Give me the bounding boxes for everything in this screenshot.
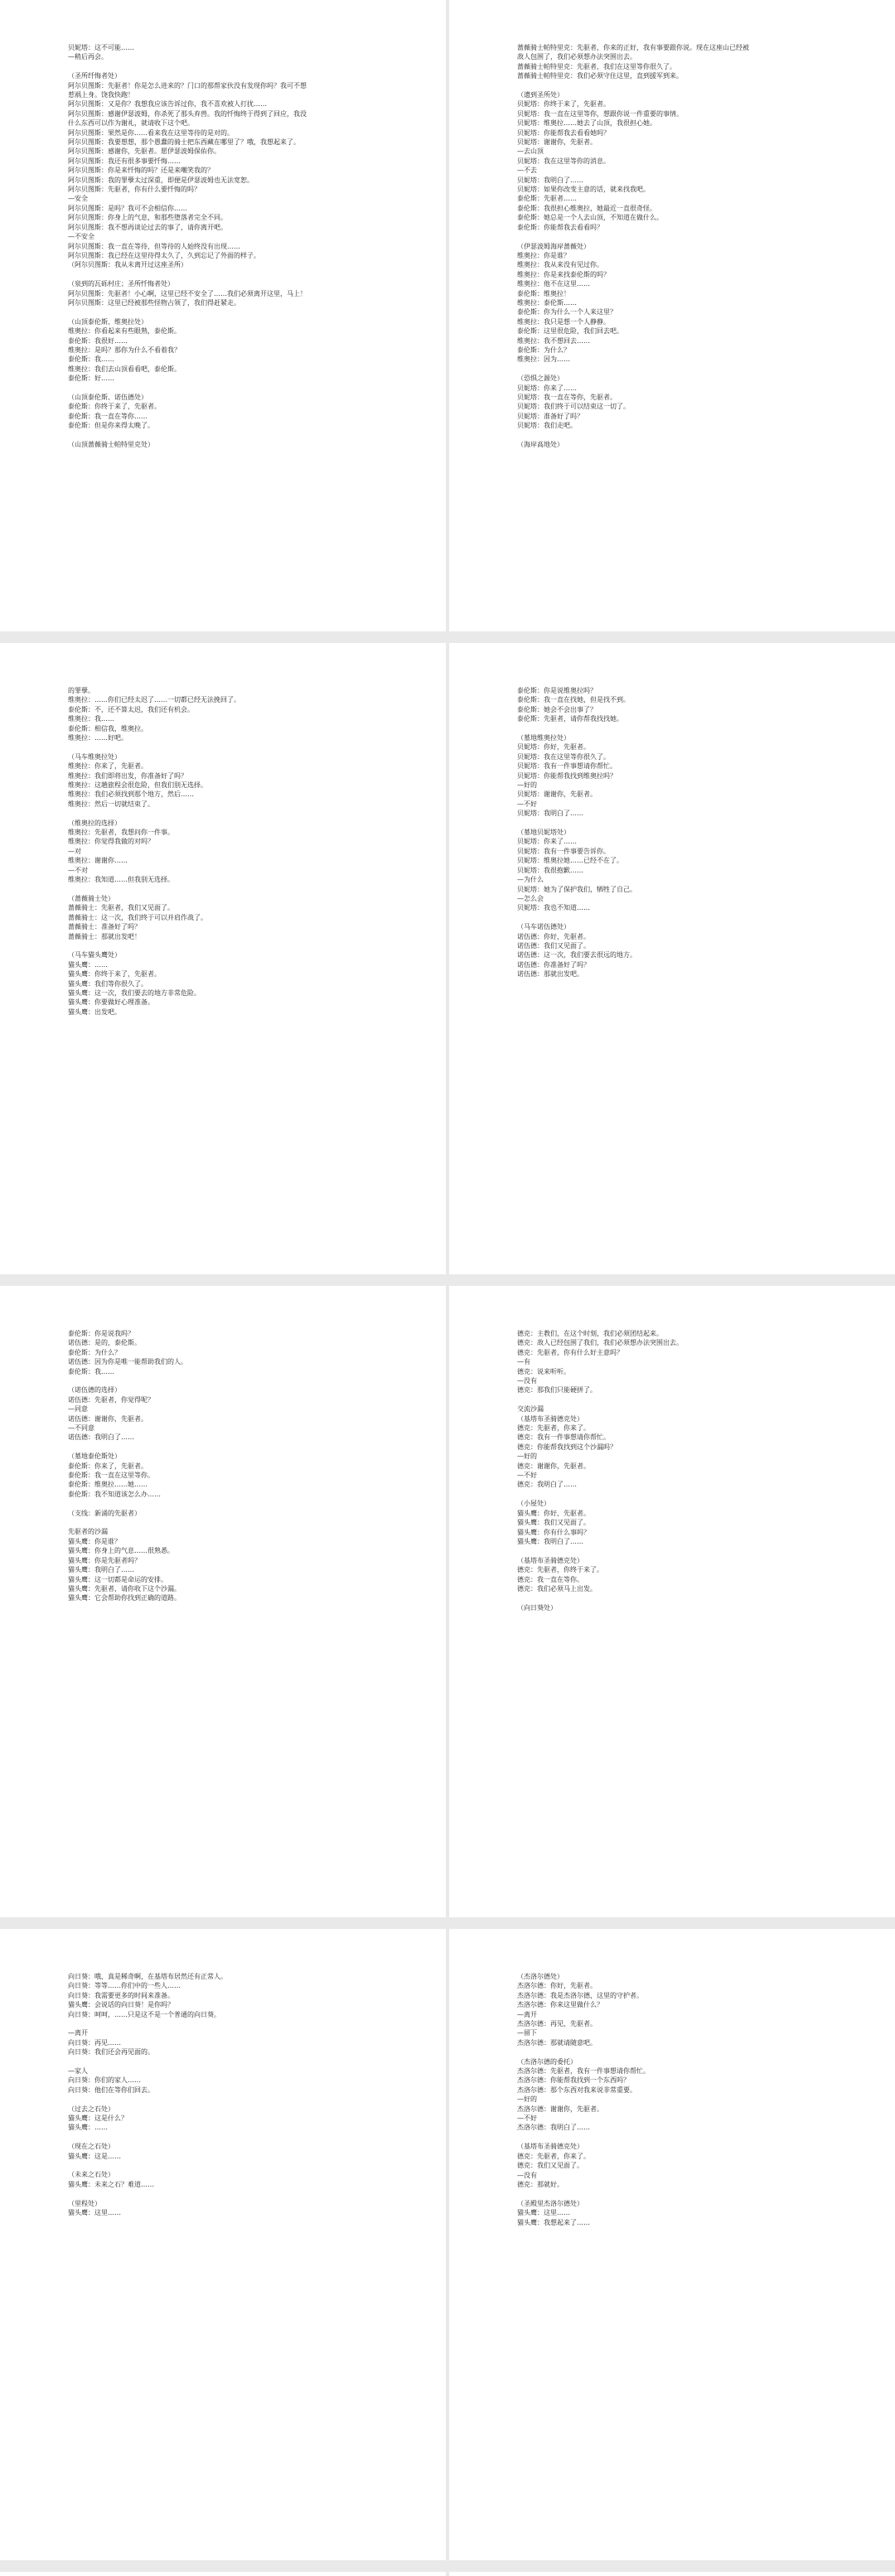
text-line: —去山顶 <box>517 147 544 156</box>
text-line: 贝妮塔：我们走吧。 <box>517 422 577 430</box>
page-3-text <box>68 686 388 1017</box>
text-line: （山顶泰伦斯、诺伍德处） <box>68 393 148 401</box>
text-line: 泰伦斯：我…… <box>68 355 114 364</box>
text-line: 阿尔贝图斯：我还有很多事要忏悔…… <box>68 157 181 165</box>
text-line: （遗到圣所处） <box>517 91 564 99</box>
text-line: 维奥拉：你来了，先驱者。 <box>68 762 148 771</box>
text-line <box>68 270 388 279</box>
text-line: 向日葵：我们还会再见面的。 <box>68 2048 154 2056</box>
text-line: 杰洛尔德：谢谢你，先驱者。 <box>517 2105 603 2113</box>
text-line: （伊瑟波姆海岸蔷薇处） <box>517 242 590 250</box>
text-line <box>68 1443 388 1452</box>
text-line: 猫头鹰：这里…… <box>68 2209 121 2217</box>
text-line: 贝妮塔：她为了保护我们，牺牲了自己。 <box>517 885 636 893</box>
text-line: 泰伦斯：相信我，维奥拉。 <box>68 724 148 732</box>
page-8 <box>449 1929 895 2560</box>
text-line: 维奥拉：……你们已经太迟了……一切都已经无法挽回了。 <box>68 696 240 704</box>
page-4-text <box>517 686 837 979</box>
text-line: 贝妮塔：我一直在等你，先驱者。 <box>517 393 617 401</box>
text-line: 泰伦斯：维奥拉……她…… <box>68 1481 148 1489</box>
text-line: 贝妮塔：谢谢你，先驱者。 <box>517 790 597 799</box>
text-line: 维奥拉：你看起来有些眼熟，泰伦斯。 <box>68 327 181 336</box>
text-line: 猫头鹰：我们又见面了。 <box>517 1519 590 1527</box>
text-line: 德克：我一直在等你。 <box>517 1575 583 1583</box>
text-line: 向日葵：你们的家人…… <box>68 2076 141 2085</box>
text-line: 贝妮塔：你来了…… <box>517 838 577 846</box>
text-line: 猫头鹰：这里…… <box>517 2209 570 2217</box>
text-line: （马车维奥拉处） <box>68 752 121 761</box>
text-line: 贝妮塔：我在这里等你的消息。 <box>517 157 610 165</box>
text-line: 贝妮塔：你终于来了，先驱者。 <box>517 100 610 109</box>
text-line: 惹祸上身。饶我快跑！ <box>68 91 134 99</box>
text-line <box>68 941 388 950</box>
text-line: 泰伦斯：她总是一个人去山顶，不知道在做什么。 <box>517 214 663 222</box>
text-line: 蔷薇骑士：先驱者，我们又见面了。 <box>68 904 174 912</box>
page-7-text <box>68 1972 388 2217</box>
text-line: 蔷薇骑士帕特里克：先驱者，你来的正好，我有事要跟你说。现在这座山已经被 <box>517 44 749 51</box>
text-line: 维奥拉：这趟旅程会很危险，但我们别无选择。 <box>68 781 207 790</box>
text-line: 阿尔贝图斯：这里已经被那些怪物占领了，我们得赶紧走。 <box>68 298 240 307</box>
text-line: 维奥拉：是吗？那你为什么不看着我？ <box>68 346 181 354</box>
page-4 <box>449 643 895 1274</box>
text-line: 贝妮塔：我明白了…… <box>517 810 583 818</box>
text-line <box>68 2019 388 2028</box>
text-line: 维奥拉：泰伦斯…… <box>517 298 577 307</box>
text-line: 维奥拉：然后一切就结束了。 <box>68 800 154 808</box>
text-line <box>517 365 837 374</box>
text-line: 维奥拉：我们必须找到那个地方，然后…… <box>68 790 194 799</box>
text-line: 维奥拉：……好吧。 <box>68 734 128 742</box>
text-line: 蔷薇骑士：那就出发吧！ <box>68 932 141 940</box>
text-line: （圣殿里杰洛尔德处） <box>517 2199 583 2207</box>
text-line: 猫头鹰：你要做好心理准备。 <box>68 998 154 1007</box>
text-line: 德克：谢谢你，先驱者。 <box>517 1462 590 1470</box>
text-line: 维奥拉：先驱者，我想问你一件事。 <box>68 829 174 837</box>
text-line <box>68 2095 388 2104</box>
text-line: 泰伦斯：为什么？ <box>68 1348 121 1356</box>
text-line: 蔷薇骑士帕特里克：先驱者，我们在这里等你很久了。 <box>517 62 676 70</box>
text-line: —不好 <box>517 800 537 808</box>
text-line: 德克：我有一件事想请你帮忙。 <box>517 1433 610 1442</box>
text-line: 猫头鹰：这是…… <box>68 2152 121 2160</box>
text-line: 泰伦斯：你来了，先驱者。 <box>68 1462 148 1470</box>
page-2 <box>449 0 895 631</box>
text-line <box>68 2057 388 2066</box>
text-line: 交流沙漏 <box>517 1405 544 1414</box>
text-line: （墓地维奥拉处） <box>517 734 570 742</box>
text-line <box>68 307 388 317</box>
text-line <box>517 819 837 828</box>
text-line: —为什么 <box>517 876 544 884</box>
text-line: 德克：那我们只能硬拼了。 <box>517 1386 597 1394</box>
text-line: （向日葵处） <box>517 1603 557 1612</box>
text-line: 猫头鹰：你有什么事吗？ <box>517 1528 590 1536</box>
text-line: 杰洛尔德：你好，先驱者。 <box>517 1982 597 1990</box>
text-line: 阿尔贝图斯：感谢你，先驱者。愿伊瑟波姆保佑你。 <box>68 147 220 156</box>
text-line: 猫头鹰：我明白了…… <box>68 1566 134 1574</box>
text-line: 泰伦斯：我一直在等你…… <box>68 412 148 420</box>
text-line: 贝妮塔：我在这里等你很久了。 <box>517 752 610 761</box>
text-line <box>68 431 388 440</box>
text-line: 泰伦斯：我很担心维奥拉，她最近一直很奇怪。 <box>517 204 656 212</box>
text-line: 泰伦斯：你终于来了，先驱者。 <box>68 403 161 411</box>
text-line: 德克：我们又见面了。 <box>517 2162 583 2170</box>
text-line: 诺伍德：因为你是唯一能帮助我们的人。 <box>68 1358 187 1366</box>
page-6-text <box>517 1329 837 1612</box>
text-line: 德克：先驱者，你来了。 <box>517 2152 590 2160</box>
text-line: （基塔布圣骑德克处） <box>517 1556 583 1564</box>
text-line: 猫头鹰：…… <box>68 960 108 969</box>
text-line: 杰洛尔德：那个东西对我来说非常重要。 <box>517 2085 636 2094</box>
text-line: 维奥拉：你觉得我做的对吗？ <box>68 838 154 846</box>
text-line: 德克：先驱者，你终于来了。 <box>517 1566 603 1574</box>
text-line: （马车猫头鹰处） <box>68 951 121 959</box>
text-line: 贝妮塔：我有一件事要告诉你。 <box>517 847 610 855</box>
text-line: （诺伍德的选择） <box>68 1386 121 1394</box>
text-line: 诺伍德：这一次，我们要去很远的地方。 <box>517 951 636 959</box>
text-line <box>517 1593 837 1602</box>
text-line: 向日葵：哦，真是稀奇啊，在基塔布居然还有正常人。 <box>68 1973 227 1980</box>
page-2-text <box>517 43 837 449</box>
text-line: 泰伦斯：你是说维奥拉吗？ <box>517 687 597 694</box>
text-line: 贝妮塔：你好，先驱者。 <box>517 743 590 752</box>
page-5-text <box>68 1329 388 1603</box>
text-line <box>68 1518 388 1527</box>
text-line: 阿尔贝图斯：你是来忏悔的吗？还是来嘲笑我的？ <box>68 167 214 175</box>
text-line: （圣所纤悔者处） <box>68 72 121 80</box>
text-line: （基塔布圣骑德克处） <box>517 2143 583 2151</box>
text-line: 维奥拉：我…… <box>68 715 114 723</box>
text-line: 猫头鹰：你是先驱者吗？ <box>68 1556 141 1564</box>
text-line: 诺伍德：那就出发吧。 <box>517 970 583 979</box>
text-line: 蔷薇骑士帕特里克：我们必须守住这里，直到援军到来。 <box>517 72 683 80</box>
text-line: 阿尔贝图斯：我要想想，那个愚蠢的骑士把东西藏在哪里了？哦，我想起来了。 <box>68 138 300 147</box>
text-line: 维奥拉：我从来没有见过你。 <box>517 261 603 269</box>
text-line: 泰伦斯：不，还不算太迟，我们还有机会。 <box>68 705 194 713</box>
text-line: 贝妮塔：准备好了吗？ <box>517 412 583 420</box>
text-line: 诺伍德：我们又见面了。 <box>517 941 590 950</box>
page-1-text <box>68 43 388 449</box>
text-line: 杰洛尔德：你来这里做什么？ <box>517 2001 603 2009</box>
page-7 <box>0 1929 446 2560</box>
text-line: —不同意 <box>68 1424 94 1433</box>
text-line: 贝妮塔：维奥拉……她去了山顶，我很担心她。 <box>517 119 656 128</box>
text-line: 向日葵：再见…… <box>68 2038 121 2047</box>
text-line: （现在之石处） <box>68 2143 114 2151</box>
text-line: （恐惧之源处） <box>517 375 564 383</box>
text-line: 猫头鹰：出发吧。 <box>68 1008 121 1016</box>
text-line <box>68 885 388 894</box>
text-line: 诺伍德：你准备好了吗？ <box>517 960 590 969</box>
text-line: —对 <box>68 847 81 855</box>
text-line: 贝妮塔：你能帮我找到维奥拉吗？ <box>517 771 617 780</box>
text-line: （墓地贝妮塔处） <box>517 829 570 837</box>
text-line: 贝妮塔：你能帮我去看看她吗？ <box>517 128 610 137</box>
text-line: 猫头鹰：先驱者，请你收下这个沙漏。 <box>68 1584 181 1592</box>
text-line: （泉到的瓦砾村庄；圣所忏悔者处） <box>68 280 174 288</box>
text-line: 泰伦斯：为什么？ <box>517 346 570 354</box>
text-line: 阿尔贝图斯：是吗？我可不会相信你…… <box>68 204 187 212</box>
text-line: 德克：你能帮我找到这个沙漏吗？ <box>517 1443 617 1451</box>
text-line: 向日葵：等等……你们中的一些人…… <box>68 1982 181 1990</box>
text-line: （墓地泰伦斯处） <box>68 1452 121 1461</box>
text-line: （小屋处） <box>517 1500 550 1508</box>
text-line: —安全 <box>68 195 88 203</box>
text-line: 泰伦斯：维奥拉！ <box>517 289 570 297</box>
text-line: 泰伦斯：你为什么一个人来这里？ <box>517 308 617 317</box>
page-8-text <box>517 1972 837 2227</box>
text-line <box>68 2189 388 2198</box>
text-line: 什么东西可以作为谢礼，就请收下这个吧。 <box>68 119 194 128</box>
text-line: 杰洛尔德：你能帮我找到一个东西吗？ <box>517 2076 630 2085</box>
text-line: 维奥拉：他不在这里…… <box>517 280 590 288</box>
page-gap <box>446 2572 449 2576</box>
text-line: （山顶泰伦斯、维奥拉处） <box>68 317 148 326</box>
text-line <box>68 2161 388 2170</box>
text-line <box>68 1499 388 1508</box>
text-line: 诺伍德：我明白了…… <box>68 1433 134 1442</box>
text-line: 德克：我们必须马上出发。 <box>517 1584 597 1592</box>
text-line: —好的 <box>517 2095 537 2104</box>
text-line: 泰伦斯：先驱者…… <box>517 195 577 203</box>
text-line: （基塔布圣骑德克处） <box>517 1414 583 1423</box>
text-line: 阿尔贝图斯：感谢伊瑟波姆，你杀死了那头弃兽。我的忏悔终于得到了回应，我没 <box>68 109 307 118</box>
text-line: —没有 <box>517 2171 537 2179</box>
text-line: —好的 <box>517 1452 537 1461</box>
text-line: 贝妮塔：我也不知道…… <box>517 904 590 912</box>
text-line: 泰伦斯：我一直在找她，但是找不到。 <box>517 696 630 704</box>
text-line: 阿尔贝图斯：我的罪孽太过深重，即便是伊瑟波姆也无法宽恕。 <box>68 176 254 184</box>
text-line: （维奥拉的选择） <box>68 819 121 827</box>
text-line: 杰洛尔德：那就请随意吧。 <box>517 2038 597 2047</box>
text-line: 贝妮塔：如果你改变主意的话，就来找我吧。 <box>517 186 650 194</box>
text-line <box>68 384 388 393</box>
text-line: —同意 <box>68 1405 88 1414</box>
text-line <box>517 2047 837 2056</box>
next-page-edge <box>0 2572 895 2576</box>
text-line: 阿尔贝图斯：先驱者！小心啊，这里已经不安全了……我们必须离开这里，马上！ <box>68 289 307 297</box>
text-line: 先驱者的沙漏 <box>68 1528 108 1536</box>
page-1 <box>0 0 446 631</box>
text-line: 蔷薇骑士：准备好了吗？ <box>68 923 141 931</box>
text-line: 阿尔贝图斯：又是你？我想我应该告诉过你，我不喜欢被人打扰…… <box>68 100 267 109</box>
text-line: 杰洛尔德：我是杰洛尔德，这里的守护者。 <box>517 1991 643 1999</box>
text-line: 泰伦斯：但是你来得太晚了。 <box>68 422 154 430</box>
text-line: 阿尔贝图斯：我已经在这里待得太久了，久到忘记了外面的样子。 <box>68 251 260 259</box>
text-line: 诺伍德：你好，先驱者。 <box>517 932 590 940</box>
text-line: 杰洛尔德：先驱者，我有一件事想请你帮忙。 <box>517 2067 650 2076</box>
text-line <box>517 1395 837 1404</box>
text-line: 猫头鹰：这一次，我们要去的地方非常危险。 <box>68 988 201 997</box>
text-line: 维奥拉：我们即将出发，你准备好了吗？ <box>68 771 187 780</box>
text-line <box>517 232 837 241</box>
page-3 <box>0 643 446 1274</box>
text-line: 泰伦斯：我很好…… <box>68 336 128 345</box>
text-line <box>68 742 388 752</box>
text-line: 泰伦斯：我一直在这里等你。 <box>68 1472 154 1480</box>
text-line <box>517 1490 837 1499</box>
text-line: 杰洛尔德：再见，先驱者。 <box>517 2020 597 2028</box>
text-line: 德克：敌人已经包围了我们，我们必须想办法突围出去。 <box>517 1339 683 1347</box>
text-line: 猫头鹰：你好，先驱者。 <box>517 1509 590 1517</box>
text-line <box>68 809 388 818</box>
text-line: —不安全 <box>68 233 94 241</box>
page-6 <box>449 1286 895 1917</box>
text-line: （杰洛尔德处） <box>517 1973 564 1980</box>
text-line: 贝妮塔：我有一件事想请你帮忙。 <box>517 762 617 771</box>
text-line <box>68 2133 388 2142</box>
text-line: 猫头鹰：你终于来了，先驱者。 <box>68 970 161 979</box>
text-line: 贝妮塔：维奥拉她……已经不在了。 <box>517 857 623 865</box>
text-line: 贝妮塔：这不可能…… <box>68 44 134 51</box>
text-line: （未来之石处） <box>68 2171 114 2179</box>
text-line: 德克：那就好。 <box>517 2180 564 2188</box>
text-line: —有 <box>517 1358 530 1366</box>
text-line: 猫头鹰：这一切都是命运的安排。 <box>68 1575 167 1583</box>
text-line: （阿尔贝图斯：我从未离开过这座圣所） <box>68 261 187 269</box>
text-line: 泰伦斯：她会不会出事了？ <box>517 705 597 713</box>
text-line: 德克：我明白了…… <box>517 1481 577 1489</box>
text-line: —不好 <box>517 1472 537 1480</box>
text-line: 泰伦斯：这里很危险，我们回去吧。 <box>517 327 623 336</box>
text-line: 维奥拉：我只是想一个人静静。 <box>517 317 610 326</box>
text-line: —离开 <box>517 2010 537 2018</box>
text-line: 阿尔贝图斯：我一直在等待，但等待的人始终没有出现…… <box>68 242 240 250</box>
text-line: 泰伦斯：你能帮我去看看吗？ <box>517 223 603 231</box>
text-line: （过去之石处） <box>68 2105 114 2113</box>
text-line: （支线：新涌的先驱者） <box>68 1509 141 1517</box>
text-line: 泰伦斯：先驱者，请你帮我找找她。 <box>517 715 623 723</box>
text-line: 阿尔贝图斯：果然是你……看来我在这里等待的是对的。 <box>68 128 234 137</box>
text-line: —没有 <box>517 1377 537 1385</box>
text-line: 诺伍德：是的，泰伦斯。 <box>68 1339 141 1347</box>
text-line: 维奥拉：因为…… <box>517 355 570 364</box>
text-line: —好的 <box>517 781 537 790</box>
text-line: 德克：说来听听。 <box>517 1367 570 1375</box>
text-line: 贝妮塔：我一直在这里等你，想跟你说一件重要的事情。 <box>517 109 683 118</box>
text-line: 维奥拉：我不想回去…… <box>517 336 590 345</box>
text-line: 猫头鹰：你身上的气息……很熟悉。 <box>68 1547 174 1555</box>
text-line: 猫头鹰：会说话的向日葵！是你吗？ <box>68 2001 174 2009</box>
text-line: 猫头鹰：我想起来了…… <box>517 2218 590 2226</box>
text-line: 德克：先驱者，你有什么好主意吗？ <box>517 1348 623 1356</box>
text-line <box>517 724 837 733</box>
page-5 <box>0 1286 446 1917</box>
text-line: 猫头鹰：我明白了…… <box>517 1537 583 1545</box>
text-line: 维奥拉：我知道……但我别无选择。 <box>68 876 174 884</box>
text-line: 蔷薇骑士：这一次，我们终于可以并肩作战了。 <box>68 913 207 921</box>
text-line: 贝妮塔：谢谢你，先驱者。 <box>517 138 597 147</box>
text-line: 猫头鹰：你是谁？ <box>68 1537 121 1545</box>
text-line: 的罪孽。 <box>68 687 94 694</box>
text-line: 泰伦斯：好…… <box>68 375 114 383</box>
text-line: 向日葵：我需要更多的时间来准备。 <box>68 1991 174 1999</box>
text-line: —不去 <box>517 167 537 175</box>
text-line: （海岸高地处） <box>517 441 564 448</box>
text-line: 猫头鹰：未来之石？难道…… <box>68 2180 154 2188</box>
text-line: 杰洛尔德：我明白了…… <box>517 2124 590 2132</box>
text-line: 维奥拉：你是来找泰伦斯的吗？ <box>517 270 610 278</box>
text-line: —不好 <box>517 2114 537 2123</box>
text-line: 贝妮塔：我明白了…… <box>517 176 583 184</box>
text-line: 维奥拉：我们去山顶看看吧，泰伦斯。 <box>68 365 181 373</box>
text-line: 维奥拉：谢谢你…… <box>68 857 128 865</box>
text-line <box>517 2133 837 2142</box>
text-line: 阿尔贝图斯：我不想再谈论过去的事了，请你离开吧。 <box>68 223 227 231</box>
text-line: （里程处） <box>68 2199 101 2207</box>
text-line: —留下 <box>517 2029 537 2037</box>
text-line <box>517 431 837 440</box>
text-line <box>68 62 388 71</box>
text-line: 向日葵：呵呵，……只是这不是一个普通的向日葵。 <box>68 2010 220 2018</box>
text-line: （杰洛尔德的委托） <box>517 2057 577 2066</box>
text-line: 向日葵：他们在等你们回去。 <box>68 2085 154 2094</box>
text-line <box>68 1376 388 1385</box>
text-line: 德克：先驱者，你来了。 <box>517 1424 590 1433</box>
text-line: （马车诺伍德处） <box>517 923 570 931</box>
text-line: 贝妮塔：我们终于可以结束这一切了。 <box>517 403 630 411</box>
text-line <box>517 1546 837 1555</box>
text-line: —怎么会 <box>517 894 544 902</box>
text-line: 德克：主教们，在这个时刻，我们必须团结起来。 <box>517 1330 663 1337</box>
text-line: 敌人包围了，我们必须想办法突围出去。 <box>517 53 636 61</box>
text-line <box>517 2189 837 2198</box>
text-line <box>517 81 837 90</box>
text-line: 猫头鹰：这是什么？ <box>68 2114 128 2123</box>
text-line: 猫头鹰：我们等你很久了。 <box>68 979 148 988</box>
text-line: 维奥拉：你是谁？ <box>517 251 570 259</box>
text-line: —家人 <box>68 2067 88 2076</box>
text-line: （山顶蔷薇骑士帕特里克处） <box>68 440 154 448</box>
text-line: 诺伍德：谢谢你，先驱者。 <box>68 1414 148 1423</box>
text-line: 诺伍德：先驱者，你觉得呢？ <box>68 1395 154 1404</box>
text-line: 贝妮塔：我很抱歉…… <box>517 866 583 874</box>
text-line <box>517 913 837 922</box>
text-line: 猫头鹰：…… <box>68 2124 108 2132</box>
text-line: 泰伦斯：我…… <box>68 1367 114 1375</box>
text-line: —离开 <box>68 2029 88 2037</box>
text-line: 阿尔贝图斯：先驱者！你是怎么进来的？门口的那帮家伙没有发现你吗？我可不想 <box>68 81 307 89</box>
text-line: 贝妮塔：你来了…… <box>517 384 577 392</box>
text-line: —不对 <box>68 866 88 874</box>
text-line: 泰伦斯：我不知道该怎么办…… <box>68 1490 161 1498</box>
text-line: 阿尔贝图斯：你身上的气息，和那些堕落者完全不同。 <box>68 214 227 222</box>
text-line: 猫头鹰：它会帮助你找到正确的道路。 <box>68 1594 181 1602</box>
text-line: （蔷薇骑士处） <box>68 894 114 902</box>
text-line: 泰伦斯：你是说我吗？ <box>68 1330 134 1337</box>
text-line: —稍后再会。 <box>68 53 108 61</box>
text-line: 阿尔贝图斯：先驱者，你有什么要忏悔的吗？ <box>68 186 201 194</box>
